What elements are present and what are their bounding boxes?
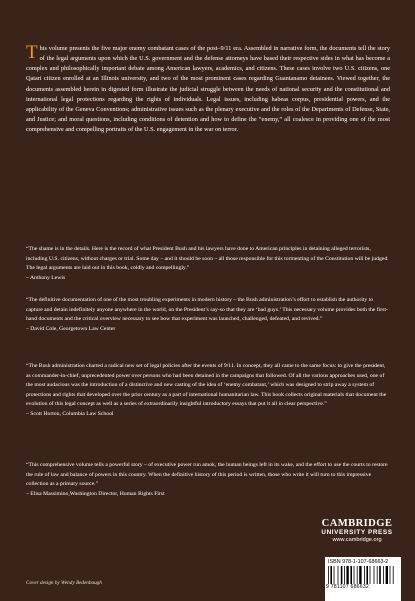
quote-text: “The shame is in the details. Here is the record of what President Bush and his lawyers have done to American principles in detaining alleged terrorists, including U.S. citizens, without charges or trial. Some day – and it should be soon – all those responsible for this tormenting of the Constitution will be judged. The legal arguments are laid out in this book, coldly and compellingly.” [26, 246, 389, 271]
drop-cap: T [26, 42, 38, 63]
endorsement-quote [26, 245, 390, 283]
quote-attribution: – David Cole, Georgetown Law Center [26, 325, 116, 332]
publisher-logo [315, 519, 399, 544]
quote-text: “The Bush administration charted a radical new set of legal policies after the events of 9/11. In concept, they all came to the same focus: to give the president, as commander-in-chief, unprecedented power over persons who had been detained in the campaigns that followed. Of all the various approaches used, one of the most audacious was the introduction of a distinctive and new casting of the idea of ‘enemy combatant,’ which was designed to strip away a system of protections and rights that developed over the prior century as a part of international humanitarian law. This book collects original materials that document the evolution of this legal concept as well as a series of extraordinarily insightful introductory essays that put it all in clear perspective.” [26, 363, 387, 407]
barcode-digits: 9 781107 686632 [326, 584, 370, 590]
quote-text: “This comprehensive volume tells a powerful story – of executive power run amok, the human beings left in its wake, and the effort to use the courts to restore the rule of law and balance of powers in this country. When the definitive history of this period is written, those who write it will turn to this impressive collection as a primary source.” [26, 462, 388, 487]
intro-paragraph [26, 44, 390, 135]
cover-design-credit: Cover design by Wendy Bedenbaugh [26, 580, 102, 586]
barcode-icon [328, 566, 398, 584]
publisher-press: UNIVERSITY PRESS [321, 529, 393, 536]
isbn-label: ISBN 978-1-107-68663-2 [328, 559, 389, 565]
quote-attribution: – Anthony Lewis [26, 274, 66, 281]
isbn-barcode [325, 557, 401, 601]
endorsement-quote [26, 296, 390, 334]
quote-text: “The definitive documentation of one of the most troubling experiments in modern history – the Bush administration’s effort to establish the authority to capture and detain indefinitely anyone anywhere in the world, on the President’s say-so that they are ‘bad guys.’ This necessary volume provides both the first-hand documents and the critical overview necessary to see how that experiment was launched, challenged, defeated, and revived.” [26, 297, 388, 322]
intro-text: his volume presents the five major enemy combatant cases of the post–9/11 era. Assembled in narrative form, the documents tell the story of the legal arguments upon which the U.S. government and the defense attorneys have based their respective sides in what has become a complex and philosophically important debate among American lawyers, academics, and citizens. These cases involve two U.S. citizens, one Qatari citizen enrolled at an Illinois university, and two of the most prominent cases regarding Guantanamo detainees. Viewed together, the documents assembled herein in digested form illustrate the judicial struggle between the needs of national security and the constitutional and international legal protections regarding the rights of individuals. Legal issues, including habeas corpus, presidential powers, and the applicability of the Geneva Conventions; administrative issues such as the plenary executive and the roles of the Departments of Defense, State, and Justice; and moral questions, including conditions of detention and how to define the “enemy,” all coalesce in providing one of the most comprehensive and compelling portraits of the U.S. engagement in the war on terror. [26, 45, 390, 134]
endorsement-quote [26, 461, 390, 499]
publisher-website: www.cambridge.org [332, 537, 382, 543]
publisher-name: CAMBRIDGE [321, 518, 393, 529]
quote-attribution: – Elisa Massimino,Washington Director, Human Rights First [26, 490, 165, 497]
quote-attribution: – Scott Horton, Columbia Law School [26, 410, 114, 417]
endorsement-quote [26, 362, 390, 419]
